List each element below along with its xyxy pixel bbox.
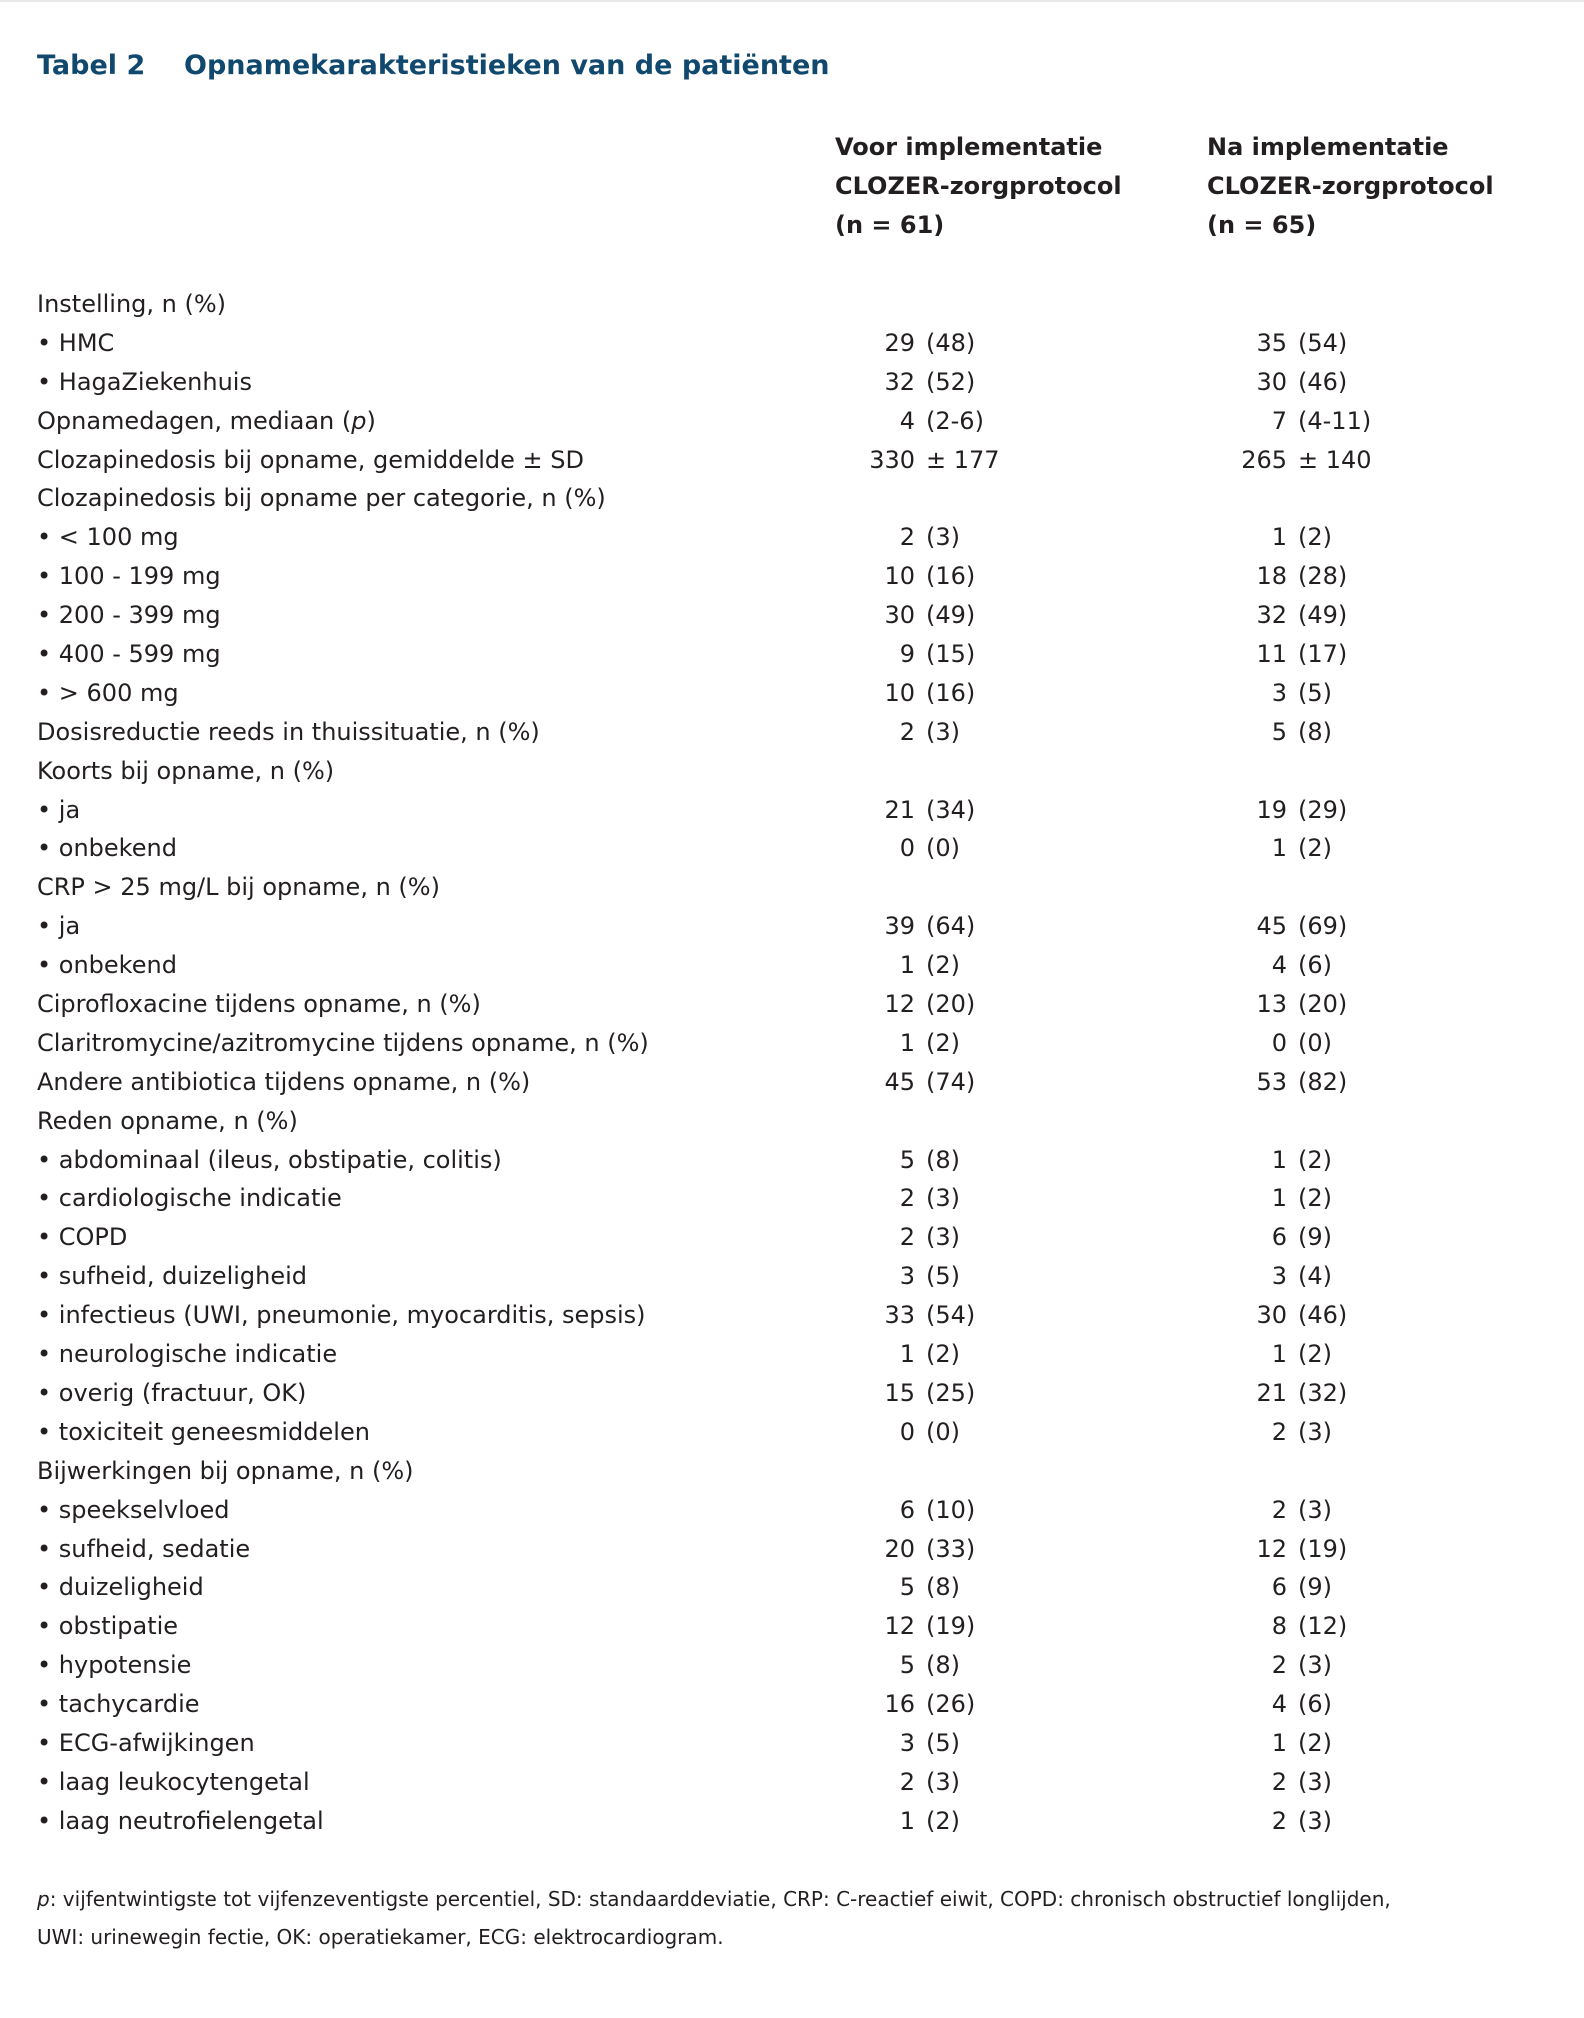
after-count: 19 [1256, 795, 1287, 824]
before-count: 15 [884, 1378, 915, 1407]
table-row [37, 791, 1547, 830]
before-count: 3 [899, 1262, 915, 1291]
row-label: • laag neutrofielengetal [37, 1806, 324, 1835]
after-percent: (0) [1298, 1028, 1332, 1057]
before-percent: (8) [926, 1651, 960, 1680]
row-label: • COPD [37, 1223, 128, 1252]
after-percent: (46) [1298, 367, 1348, 396]
row-label: • abdominaal (ileus, obstipatie, colitis) [37, 1145, 502, 1174]
row-label: CRP > 25 mg/L bij opname, n (%) [37, 873, 440, 902]
after-count: 5 [1271, 717, 1287, 746]
row-label: • duizeligheid [37, 1573, 204, 1602]
row-label: • onbekend [37, 951, 177, 980]
before-percent: (48) [926, 328, 976, 357]
table-row [37, 1802, 1547, 1841]
table-row [37, 1218, 1547, 1257]
row-label: • overig (fractuur, OK) [37, 1378, 307, 1407]
row-label: • tachycardie [37, 1690, 200, 1719]
before-count: 30 [884, 601, 915, 630]
after-percent: (46) [1298, 1301, 1348, 1330]
row-label: Reden opname, n (%) [37, 1106, 298, 1135]
row-label: • onbekend [37, 834, 177, 863]
footnote-line-2: UWI: urinewegin fectie, OK: operatiekamer, ECG: elektrocardiogram. [37, 1925, 724, 1949]
after-count: 35 [1256, 328, 1287, 357]
table-title [37, 50, 830, 81]
after-percent: (2) [1298, 1340, 1332, 1369]
row-label: • > 600 mg [37, 678, 179, 707]
table-row [37, 1568, 1547, 1607]
before-count: 2 [899, 1184, 915, 1213]
table-row [37, 1724, 1547, 1763]
table-row [37, 596, 1547, 635]
after-count: 1 [1271, 1145, 1287, 1174]
before-percent: ± 177 [926, 445, 1000, 474]
column-header-line: Voor implementatie [835, 133, 1103, 161]
table-row [37, 1685, 1547, 1724]
after-percent: (4) [1298, 1262, 1332, 1291]
after-percent: (2) [1298, 1184, 1332, 1213]
before-percent: (3) [926, 717, 960, 746]
before-percent: (5) [926, 1262, 960, 1291]
after-count: 11 [1256, 640, 1287, 669]
before-count: 39 [884, 912, 915, 941]
before-percent: (15) [926, 640, 976, 669]
table-row [37, 752, 1547, 791]
table-row [37, 1374, 1547, 1413]
column-header-line: CLOZER-zorgprotocol [835, 172, 1122, 200]
before-count: 10 [884, 562, 915, 591]
column-header-line: CLOZER-zorgprotocol [1207, 172, 1494, 200]
before-count: 5 [899, 1145, 915, 1174]
after-count: 1 [1271, 1728, 1287, 1757]
table-row [37, 1335, 1547, 1374]
before-count: 1 [899, 1806, 915, 1835]
row-label: • laag leukocytengetal [37, 1767, 310, 1796]
column-header-before [835, 128, 1122, 245]
table-row [37, 557, 1547, 596]
before-count: 33 [884, 1301, 915, 1330]
after-percent: (6) [1298, 1690, 1332, 1719]
after-count: 2 [1271, 1806, 1287, 1835]
before-percent: (20) [926, 990, 976, 1019]
after-count: 1 [1271, 1340, 1287, 1369]
row-label: • sufheid, duizeligheid [37, 1262, 308, 1291]
table-row [37, 1646, 1547, 1685]
before-count: 5 [899, 1573, 915, 1602]
after-percent: ± 140 [1298, 445, 1372, 474]
before-percent: (2-6) [926, 406, 984, 435]
before-count: 3 [899, 1728, 915, 1757]
footnote-line-1 [37, 1880, 1537, 1918]
before-count: 12 [884, 1612, 915, 1641]
row-label: • cardiologische indicatie [37, 1184, 342, 1213]
after-count: 53 [1256, 1067, 1287, 1096]
row-label: Dosisreductie reeds in thuissituatie, n (%) [37, 717, 540, 746]
row-label: • HMC [37, 328, 115, 357]
before-percent: (10) [926, 1495, 976, 1524]
before-percent: (16) [926, 562, 976, 591]
after-count: 4 [1271, 951, 1287, 980]
before-count: 32 [884, 367, 915, 396]
table-row [37, 1452, 1547, 1491]
row-label: • infectieus (UWI, pneumonie, myocarditis, sepsis) [37, 1301, 646, 1330]
after-percent: (82) [1298, 1067, 1348, 1096]
row-label: Ciprofloxacine tijdens opname, n (%) [37, 990, 481, 1019]
column-header-line: (n = 61) [835, 211, 945, 239]
after-count: 6 [1271, 1573, 1287, 1602]
after-percent: (12) [1298, 1612, 1348, 1641]
before-percent: (8) [926, 1145, 960, 1174]
table-row [37, 946, 1547, 985]
after-percent: (49) [1298, 601, 1348, 630]
table-caption: Opnamekarakteristieken van de patiënten [184, 50, 830, 81]
table-row [37, 713, 1547, 752]
before-count: 2 [899, 523, 915, 552]
table-number: Tabel 2 [37, 50, 146, 81]
table-row [37, 479, 1547, 518]
before-count: 6 [899, 1495, 915, 1524]
before-count: 5 [899, 1651, 915, 1680]
table-row [37, 363, 1547, 402]
after-percent: (3) [1298, 1651, 1332, 1680]
table-row [37, 1024, 1547, 1063]
table-row [37, 402, 1547, 441]
row-label: Andere antibiotica tijdens opname, n (%) [37, 1067, 531, 1096]
table-row [37, 1063, 1547, 1102]
table-body [37, 285, 1547, 1841]
after-count: 21 [1256, 1378, 1287, 1407]
before-percent: (8) [926, 1573, 960, 1602]
row-label: Koorts bij opname, n (%) [37, 756, 335, 785]
before-percent: (64) [926, 912, 976, 941]
after-percent: (9) [1298, 1223, 1332, 1252]
before-percent: (16) [926, 678, 976, 707]
after-count: 3 [1271, 678, 1287, 707]
row-label: Opnamedagen, mediaan (p) [37, 406, 376, 435]
before-count: 2 [899, 1767, 915, 1796]
row-label: • speekselvloed [37, 1495, 230, 1524]
row-label: • 400 - 599 mg [37, 640, 221, 669]
row-label: • toxiciteit geneesmiddelen [37, 1417, 370, 1446]
footnote-symbol: p [37, 1887, 50, 1911]
after-percent: (69) [1298, 912, 1348, 941]
before-count: 0 [899, 834, 915, 863]
column-header-line: (n = 65) [1207, 211, 1317, 239]
after-percent: (54) [1298, 328, 1348, 357]
after-count: 3 [1271, 1262, 1287, 1291]
before-percent: (0) [926, 1417, 960, 1446]
table-row [37, 1296, 1547, 1335]
table-row [37, 674, 1547, 713]
before-count: 20 [884, 1534, 915, 1563]
after-count: 2 [1271, 1495, 1287, 1524]
before-percent: (49) [926, 601, 976, 630]
after-percent: (2) [1298, 1145, 1332, 1174]
after-percent: (8) [1298, 717, 1332, 746]
table-row [37, 868, 1547, 907]
table-row [37, 1413, 1547, 1452]
after-count: 2 [1271, 1651, 1287, 1680]
after-percent: (20) [1298, 990, 1348, 1019]
before-percent: (54) [926, 1301, 976, 1330]
after-percent: (29) [1298, 795, 1348, 824]
after-percent: (3) [1298, 1417, 1332, 1446]
before-count: 1 [899, 951, 915, 980]
table-row [37, 985, 1547, 1024]
before-percent: (3) [926, 1184, 960, 1213]
after-count: 18 [1256, 562, 1287, 591]
before-count: 2 [899, 1223, 915, 1252]
after-count: 30 [1256, 1301, 1287, 1330]
table-row [37, 907, 1547, 946]
before-percent: (0) [926, 834, 960, 863]
row-label: • 200 - 399 mg [37, 601, 221, 630]
row-label: • hypotensie [37, 1651, 192, 1680]
row-label: Bijwerkingen bij opname, n (%) [37, 1456, 414, 1485]
after-percent: (4-11) [1298, 406, 1372, 435]
after-count: 30 [1256, 367, 1287, 396]
before-percent: (34) [926, 795, 976, 824]
before-percent: (2) [926, 951, 960, 980]
after-count: 1 [1271, 1184, 1287, 1213]
table-row [37, 1763, 1547, 1802]
after-percent: (19) [1298, 1534, 1348, 1563]
row-label: • < 100 mg [37, 523, 179, 552]
before-percent: (5) [926, 1728, 960, 1757]
row-label: Clozapinedosis bij opname per categorie, n (%) [37, 484, 606, 513]
before-count: 0 [899, 1417, 915, 1446]
table-row [37, 1257, 1547, 1296]
row-label: • obstipatie [37, 1612, 179, 1641]
before-percent: (74) [926, 1067, 976, 1096]
row-label: • HagaZiekenhuis [37, 367, 252, 396]
row-label: • ECG-afwijkingen [37, 1728, 255, 1757]
table-row [37, 1102, 1547, 1141]
before-percent: (52) [926, 367, 976, 396]
after-percent: (3) [1298, 1806, 1332, 1835]
after-percent: (3) [1298, 1767, 1332, 1796]
after-count: 45 [1256, 912, 1287, 941]
before-count: 12 [884, 990, 915, 1019]
table-row [37, 635, 1547, 674]
after-count: 12 [1256, 1534, 1287, 1563]
after-count: 8 [1271, 1612, 1287, 1641]
before-percent: (3) [926, 523, 960, 552]
top-border [0, 0, 1584, 2]
table-row [37, 1179, 1547, 1218]
before-count: 45 [884, 1067, 915, 1096]
after-percent: (32) [1298, 1378, 1348, 1407]
footnote-text-1: : vijfentwintigste tot vijfenzeventigste percentiel, SD: standaarddeviatie, CRP: C-reactief eiwit, COPD: chronisch obstructief longlijden, [49, 1887, 1391, 1911]
after-percent: (2) [1298, 1728, 1332, 1757]
table-row [37, 1491, 1547, 1530]
after-count: 0 [1271, 1028, 1287, 1057]
after-percent: (2) [1298, 834, 1332, 863]
table-row [37, 1141, 1547, 1180]
table-row [37, 1530, 1547, 1569]
after-count: 265 [1241, 445, 1287, 474]
table-row [37, 285, 1547, 324]
row-label: Claritromycine/azitromycine tijdens opname, n (%) [37, 1028, 649, 1057]
after-percent: (3) [1298, 1495, 1332, 1524]
column-header-after [1207, 128, 1494, 245]
after-percent: (5) [1298, 678, 1332, 707]
table-footnote [37, 1880, 1537, 1956]
before-percent: (19) [926, 1612, 976, 1641]
before-percent: (2) [926, 1028, 960, 1057]
row-label: • sufheid, sedatie [37, 1534, 251, 1563]
before-count: 10 [884, 678, 915, 707]
after-count: 32 [1256, 601, 1287, 630]
row-label: Instelling, n (%) [37, 290, 227, 318]
after-count: 6 [1271, 1223, 1287, 1252]
after-percent: (2) [1298, 523, 1332, 552]
before-percent: (26) [926, 1690, 976, 1719]
before-percent: (2) [926, 1340, 960, 1369]
column-header-line: Na implementatie [1207, 133, 1449, 161]
table-row [37, 324, 1547, 363]
before-percent: (33) [926, 1534, 976, 1563]
before-percent: (3) [926, 1223, 960, 1252]
before-count: 9 [899, 640, 915, 669]
table-row [37, 1607, 1547, 1646]
after-percent: (9) [1298, 1573, 1332, 1602]
table-row [37, 441, 1547, 480]
before-count: 330 [869, 445, 915, 474]
row-label: • ja [37, 912, 81, 941]
after-count: 4 [1271, 1690, 1287, 1719]
before-percent: (3) [926, 1767, 960, 1796]
before-percent: (2) [926, 1806, 960, 1835]
table-row [37, 829, 1547, 868]
before-count: 21 [884, 795, 915, 824]
after-count: 2 [1271, 1767, 1287, 1796]
after-count: 2 [1271, 1417, 1287, 1446]
after-count: 13 [1256, 990, 1287, 1019]
row-label: • neurologische indicatie [37, 1340, 338, 1369]
after-percent: (6) [1298, 951, 1332, 980]
row-label: Clozapinedosis bij opname, gemiddelde ± SD [37, 445, 584, 474]
before-count: 16 [884, 1690, 915, 1719]
after-percent: (28) [1298, 562, 1348, 591]
before-count: 4 [899, 406, 915, 435]
before-count: 1 [899, 1028, 915, 1057]
after-percent: (17) [1298, 640, 1348, 669]
before-count: 29 [884, 328, 915, 357]
after-count: 1 [1271, 523, 1287, 552]
table-row [37, 518, 1547, 557]
row-label: • ja [37, 795, 81, 824]
after-count: 1 [1271, 834, 1287, 863]
after-count: 7 [1271, 406, 1287, 435]
before-count: 2 [899, 717, 915, 746]
before-percent: (25) [926, 1378, 976, 1407]
before-count: 1 [899, 1340, 915, 1369]
row-label: • 100 - 199 mg [37, 562, 221, 591]
